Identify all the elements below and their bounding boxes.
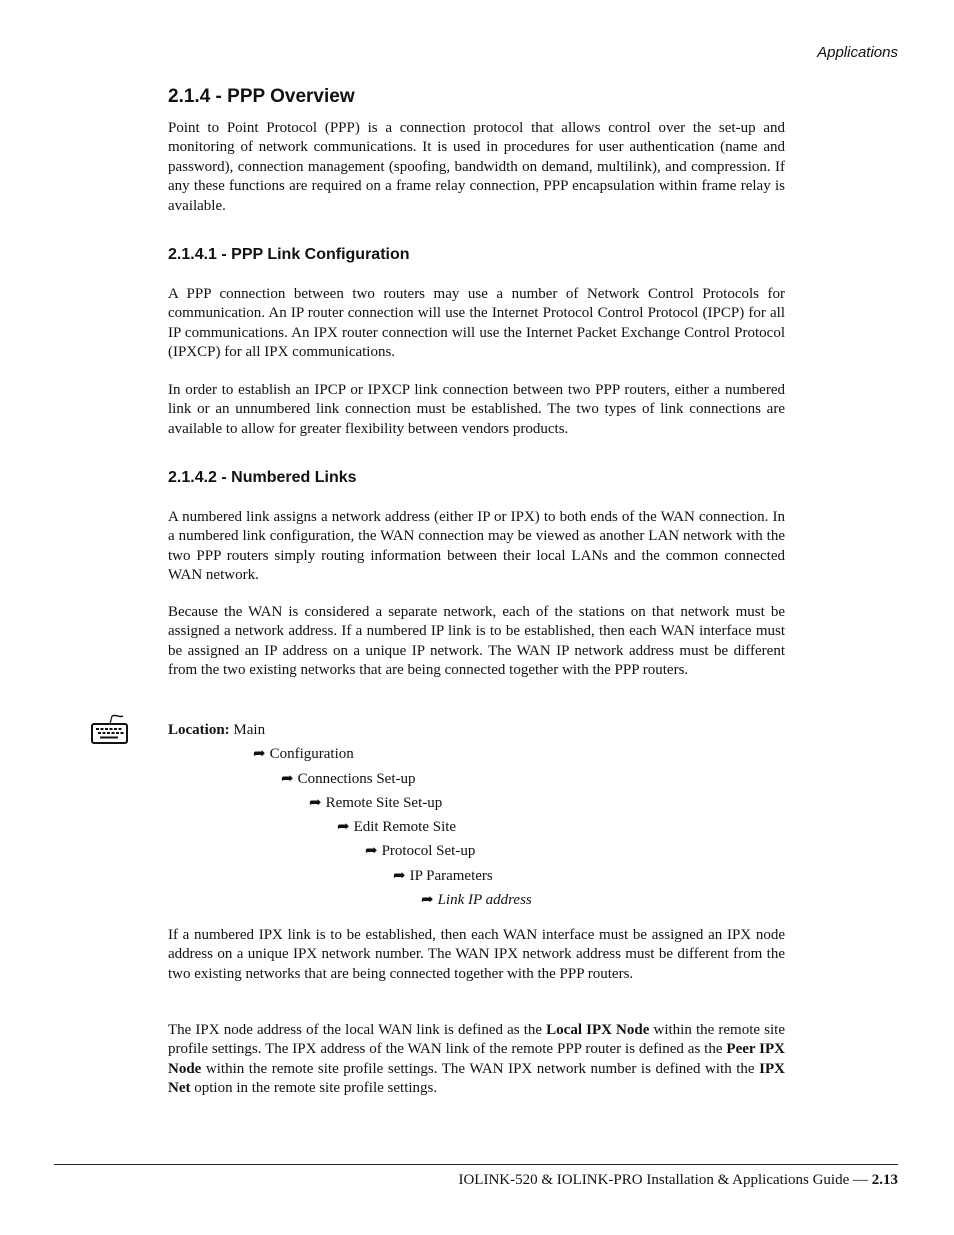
page-number: 2.13 [871, 1172, 898, 1188]
menu-arrow-icon: ➦ [309, 794, 322, 811]
menu-arrow-icon: ➦ [365, 843, 378, 860]
after-paragraph-1: If a numbered IPX link is to be established, then each WAN interface must be assigned an IPX node address on a unique IPX network number. The WAN IPX network address must be different from the two existing networks that are being connected together with the PPP routers. [168, 927, 785, 982]
location-step-label: IP Parameters [409, 867, 493, 884]
location-step [168, 742, 668, 766]
location-step-label: Configuration [269, 746, 354, 763]
location-step-label: Edit Remote Site [353, 819, 457, 836]
subsection2-paragraph-2: Because the WAN is considered a separate network, each of the stations on that network must be assigned a network address. If a numbered IP link is to be established, then each WAN interface must be assigned an IP address on a unique IP network. The WAN IP network address must be different from the two existing networks that are being connected together with the PPP routers. [168, 604, 785, 679]
menu-arrow-icon: ➦ [337, 819, 350, 836]
section-heading-block [168, 86, 785, 108]
subsection2-title: 2.1.4.2 - Numbered Links [168, 469, 357, 486]
text-run: option in the remote site profile settings. [190, 1080, 438, 1097]
term-peer-ipx-node: Peer IPX Node [168, 1041, 785, 1077]
after-paragraph-2 [168, 1021, 785, 1099]
running-head: Applications [817, 44, 898, 61]
footer-rule [54, 1164, 898, 1165]
subsection2-p2-block [168, 603, 785, 681]
location-step-label: Remote Site Set-up [325, 794, 443, 811]
location-step [168, 839, 668, 863]
subsection2-paragraph-1: A numbered link assigns a network address (either IP or IPX) to both ends of the WAN connection. In a numbered link configuration, the WAN connection may be viewed as another LAN network with the two PPP routers simply routing information between their local LANs and the common connected WAN network. [168, 509, 785, 584]
subsection2-heading-block [168, 468, 785, 488]
location-root-line [168, 718, 668, 742]
text-run: within the remote site profile settings. The WAN IPX network number is defined with the [201, 1060, 760, 1077]
after-p2-block [168, 1021, 785, 1099]
subsection1-heading-block [168, 245, 785, 265]
location-root: Main [233, 722, 266, 738]
text-run: within the remote site profile settings. The IPX address of the WAN link of the remote PPP router is defined as the [168, 1022, 785, 1058]
location-step-label: Protocol Set-up [381, 843, 476, 860]
location-step [168, 791, 668, 815]
location-step-label: Link IP address [437, 892, 532, 909]
location-label: Location: [168, 722, 230, 738]
term-local-ipx-node: Local IPX Node [546, 1022, 650, 1038]
subsection1-paragraph-1: A PPP connection between two routers may use a number of Network Control Protocols for communication. An IP router connection will use the Internet Protocol Control Protocol (IPCP) for all IP communications. An IPX router connection will use the Internet Packet Exchange Control Protocol (IPXCP) for all IPX communications. [168, 286, 785, 361]
subsection1-p1-block [168, 285, 785, 363]
subsection1-paragraph-2: In order to establish an IPCP or IPXCP link connection between two PPP routers, either a numbered link or an unnumbered link connection must be established. The two types of link connections are available to allow for greater flexibility between vendors products. [168, 382, 785, 437]
term-ipx-net: IPX Net [168, 1060, 785, 1097]
subsection2-p1-block [168, 508, 785, 586]
menu-arrow-icon: ➦ [421, 892, 434, 909]
location-step-label: Connections Set-up [297, 770, 416, 787]
section-title: 2.1.4 - PPP Overview [168, 86, 355, 107]
menu-arrow-icon: ➦ [253, 746, 266, 763]
location-step [168, 767, 668, 791]
location-step [168, 815, 668, 839]
keyboard-icon [90, 714, 130, 746]
location-step [168, 888, 668, 912]
location-path [168, 718, 668, 912]
text-run: The IPX node address of the local WAN link is defined as the [168, 1022, 547, 1038]
footer-title: IOLINK-520 & IOLINK-PRO Installation & Applications Guide — [458, 1172, 872, 1188]
intro-paragraph: Point to Point Protocol (PPP) is a connection protocol that allows control over the set-up and monitoring of network communications. It is used in procedures for user authentication (name and password), connection management (spoofing, bandwidth on demand, multilink), and compression. If any these functions are required on a frame relay connection, PPP encapsulation within frame relay is available. [168, 120, 785, 214]
page-footer [458, 1172, 898, 1189]
after-p1-block [168, 926, 785, 984]
menu-arrow-icon: ➦ [393, 867, 406, 884]
subsection1-p2-block [168, 381, 785, 439]
menu-arrow-icon: ➦ [281, 770, 294, 787]
location-step [168, 864, 668, 888]
intro-paragraph-block [168, 119, 785, 216]
subsection1-title: 2.1.4.1 - PPP Link Configuration [168, 246, 410, 263]
